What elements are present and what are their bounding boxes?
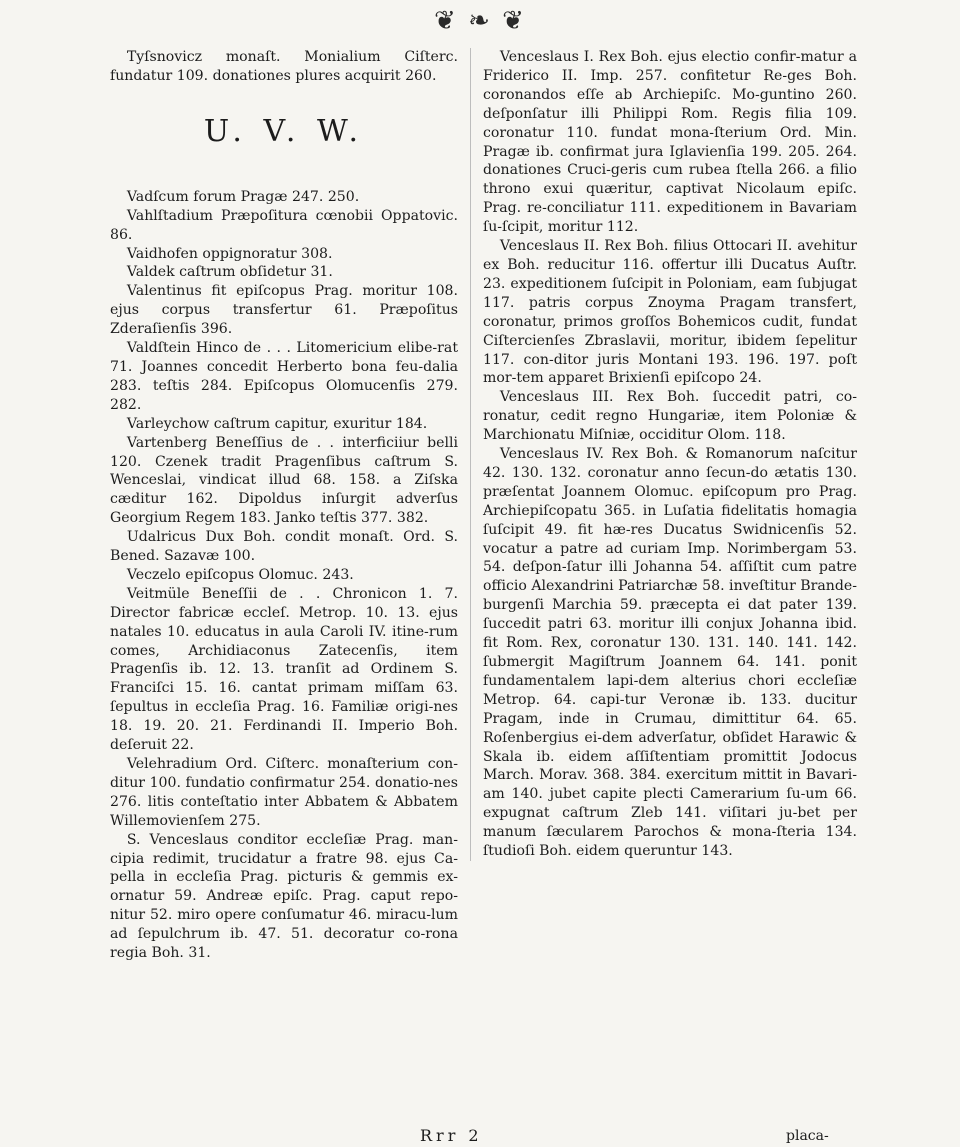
index-entry: Varleychow caſtrum capitur, exuritur 184. <box>126 415 428 432</box>
index-entry: Valdek caſtrum obſidetur 31. <box>126 264 333 281</box>
index-entry: Veitmüle Beneſſii de . . Chronicon 1. 7. Director fabricæ eccleſ. Metrop. 10. 13. ejus natales 10. educatus in aula Caroli IV. itine-rum comes, Archidiaconus Zatecenſis, item Pragenſis ib. 12. 13. tranſit ad Ordinem S. Franciſci 15. 16. cantat primam miſſam 63. ſepultus in eccleſia Prag. 16. Familiæ origi-nes 18. 19. 20. 21. Ferdinandi II. Imperio Boh. deſeruit 22. <box>110 585 458 754</box>
right-column <box>470 48 857 861</box>
index-entry: Valentinus fit epiſcopus Prag. moritur 108. ejus corpus transfertur 61. Præpoſitus Zderaſienſis 396. <box>110 283 458 338</box>
index-entry: Veczelo epiſcopus Olomuc. 243. <box>126 566 354 583</box>
section-heading: U. V. W. <box>203 113 365 149</box>
index-entry: Venceslaus III. Rex Boh. ſuccedit patri, co-ronatur, cedit regno Hungariæ, item Poloniæ & Marchionatu Miſniæ, occiditur Olom. 118. <box>483 389 857 444</box>
index-entry: Velehradium Ord. Ciſterc. monaſterium con-ditur 100. fundatio confirmatur 254. donatio-nes 276. litis conteſtatio inter Abbatem & Abbatem Willemovienſem 275. <box>110 756 458 829</box>
catchword: placa- <box>786 1128 829 1144</box>
index-entry: Valdſtein Hinco de . . . Litomericium elibe-rat 71. Joannes concedit Herberto bona feu-dalia 283. teſtis 284. Epiſcopus Olomucenſis 279. 282. <box>110 340 458 413</box>
index-entry: Vahlſtadium Præpoſitura cœnobii Oppatovic. 86. <box>110 207 458 243</box>
left-column <box>110 48 458 963</box>
index-entry: Vadſcum forum Pragæ 247. 250. <box>126 188 360 205</box>
index-entry: Venceslaus II. Rex Boh. filius Ottocari II. avehitur ex Boh. reducitur 116. offertur illi Ducatus Auſtr. 23. expeditionem ſuſcipit in Poloniam, eam ſubjugat 117. patris corpus Znoyma Pragam transfert, coronatur, primos groſſos Bohemicos cudit, fundat Ciſtercienſes Zbraslavii, moritur, ibidem ſepelitur 117. con-ditor juris Montani 193. 196. 197. poſt mor-tem apparet Brixienſi epiſcopo 24. <box>483 238 857 387</box>
signature-mark: Rrr 2 <box>420 1126 483 1145</box>
index-entry: Venceslaus IV. Rex Boh. & Romanorum naſcitur 42. 130. 132. coronatur anno ſecun-do ætatis 130. præſentat Joannem Olomuc. epiſcopum pro Prag. Archiepiſcopatu 365. in Luſatia fidelitatis homagia ſuſcipit 49. fit hæ-res Ducatus Swidnicenſis 52. vocatur a patre ad curiam Imp. Norimbergam 53. 54. deſpon-ſatur illi Johanna 54. aſſiſtit cum patre officio Alexandrini Patriarchæ 58. inveſtitur Brande-burgenſi Marchia 59. præcepta ei dat pater 139. ſuccedit patri 63. moritur illi conjux Johanna ibid. fit Rom. Rex, coronatur 130. 131. 140. 141. 142. ſubmergit Magiſtrum Joannem 64. 141. ponit fundamentalem lapi-dem alterius chori eccleſiæ Metrop. 64. capi-tur Veronæ ib. 133. ducitur Pragam, inde in Crumau, dimittitur 64. 65. Roſenbergius ei-dem adverſatur, obſidet Harawic & Skala ib. eidem aſſiſtentiam promittit Jodocus March. Morav. 368. 384. exercitum mittit in Bavari-am 140. jubet capite plecti Camerarium ſu-um 66. expugnat caſtrum Zleb 141. viſitari ju-bet per manum ſæcularem Parochos & mona-ſteria 134. ſtudioſi Boh. eidem queruntur 143. <box>483 446 857 860</box>
index-entry: Tyſsnovicz monaſt. Monialium Ciſterc. fundatur 109. donationes plures acquirit 260. <box>110 49 458 84</box>
index-entry: Vartenberg Beneſſius de . . interficiiur belli 120. Czenek tradit Pragenſibus caſtrum S. Wenceslai, vindicat illud 68. 158. a Ziſska cæditur 162. Dipoldus inſurgit adverſus Georgium Regem 183. Janko teſtis 377. 382. <box>110 434 458 527</box>
index-entry: Udalricus Dux Boh. condit monaſt. Ord. S. Bened. Sazavæ 100. <box>110 529 458 565</box>
index-entry: Venceslaus I. Rex Boh. ejus electio confir-matur a Friderico II. Imp. 257. confitetur Re-ges Boh. coronandos eſſe ab Archiepiſc. Mo-guntino 260. deſponſatur illi Philippi Rom. Regis filia 109. coronatur 110. fundat mona-ſterium Ord. Min. Pragæ ib. confirmat jura Iglavienſia 199. 205. 264. donationes Cruci-geris cum rubea ſtella 266. a filio throno exui quæritur, captivat Nicolaum epiſc. Prag. re-conciliatur 111. expeditionem in Bavariam ſu-ſcipit, moritur 112. <box>483 49 857 236</box>
index-entry: Vaidhofen oppignoratur 308. <box>126 245 333 262</box>
index-entry: S. Venceslaus conditor eccleſiæ Prag. man-cipia redimit, trucidatur a fratre 98. ejus Ca-pella in eccleſia Prag. picturis & gemmis ex-ornatur 59. Andreæ epiſc. Prag. caput repo-nitur 52. miro opere conſumatur 46. miracu-lum ad ſepulchrum ib. 47. 51. decoratur co-rona regia Boh. 31. <box>110 831 458 962</box>
head-ornament: ❦ ❧ ❦ <box>434 6 526 36</box>
